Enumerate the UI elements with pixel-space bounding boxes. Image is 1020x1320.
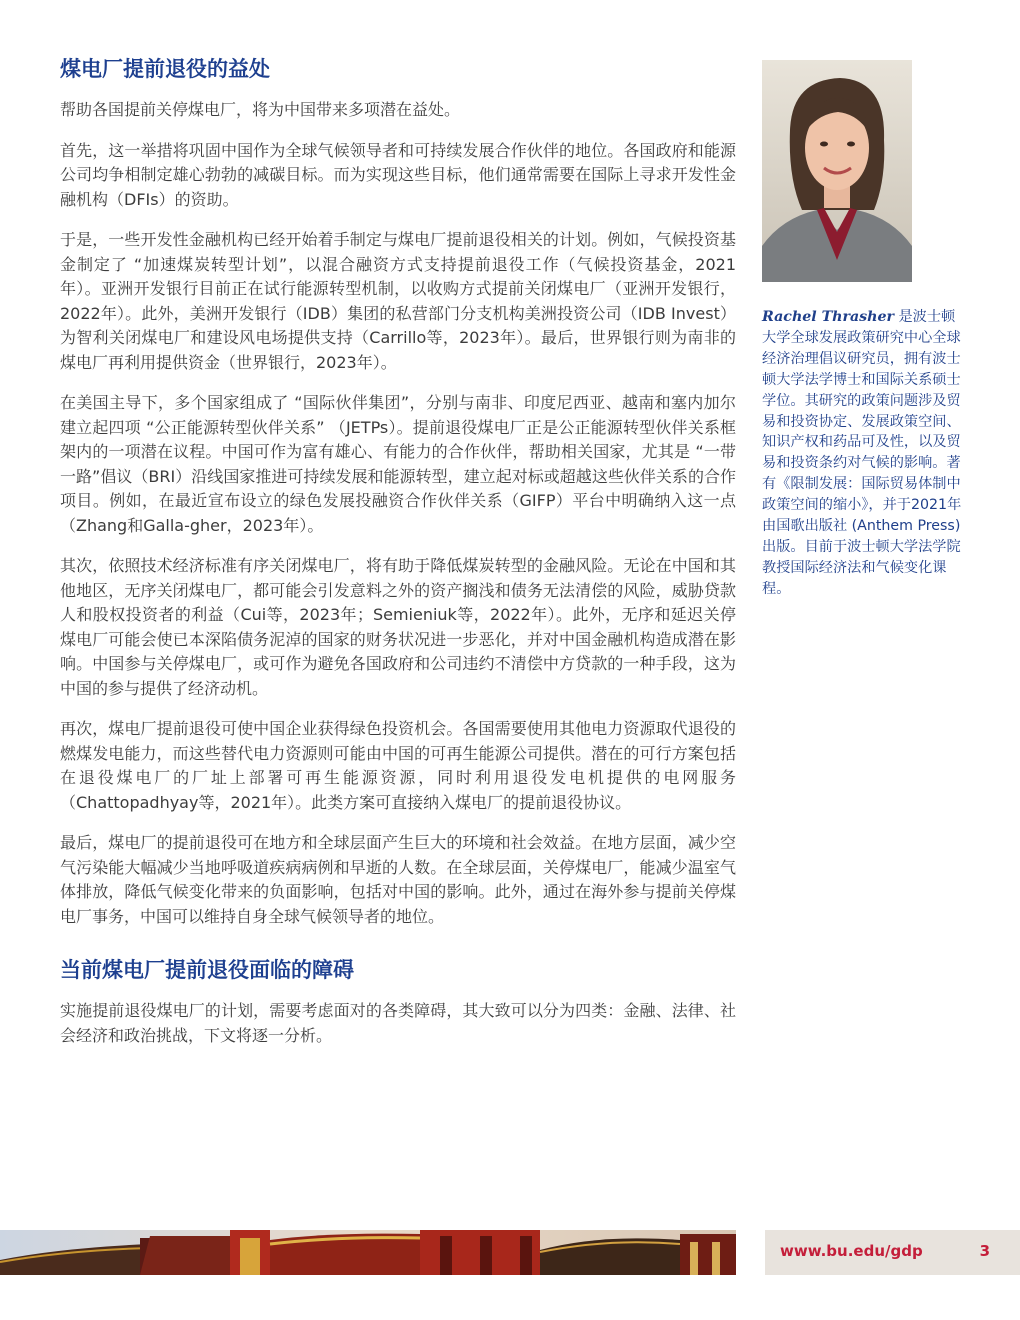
author-portrait-illustration xyxy=(762,60,912,282)
author-sidebar xyxy=(762,60,964,600)
temple-roof-illustration xyxy=(0,1230,736,1275)
paragraph: 首先，这一举措将巩固中国作为全球气候领导者和可持续发展合作伙伴的地位。各国政府和能源公司均争相制定雄心勃勃的减碳目标。而为实现这些目标，他们通常需要在国际上寻求开发性金融机构（DFIs）的资助。 xyxy=(60,140,736,209)
footer-bar xyxy=(765,1230,1020,1275)
author-bio xyxy=(762,307,964,600)
page-number: 3 xyxy=(979,1242,990,1260)
paragraph: 于是，一些开发性金融机构已经开始着手制定与煤电厂提前退役相关的计划。例如，气候投资基金制定了 “加速煤炭转型计划”，以混合融资方式支持提前退役工作（气候投资基金，2021年）。亚洲开发银行目前正在试行能源转型机制，以收购方式提前关闭煤电厂（亚洲开发银行，2022年）。此外，美洲开发银行（IDB）集团的私营部门分支机构美洲投资公司（IDB Invest）为智利关闭煤电厂和建设风电场提供支持（Carrillo等，2023年）。最后，世界银行则为南非的煤电厂再利用提供资金（世界银行，2023年）。 xyxy=(60,230,736,372)
paragraph: 再次，煤电厂提前退役可使中国企业获得绿色投资机会。各国需要使用其他电力资源取代退役的燃煤发电能力，而这些替代电力资源则可能由中国的可再生能源公司提供。潜在的可行方案包括在退役煤电厂的厂址上部署可再生能源资源，同时利用退役发电机提供的电网服务（Chattopadhyay等，2021年）。此类方案可直接纳入煤电厂的提前退役协议。 xyxy=(60,719,736,812)
paragraph: 在美国主导下，多个国家组成了 “国际伙伴集团”，分别与南非、印度尼西亚、越南和塞内加尔建立起四项 “公正能源转型伙伴关系” （JETPs）。提前退役煤电厂正是公正能源转型伙伴关系框架内的一项潜在议程。中国可作为富有雄心、有能力的合作伙伴，帮助相关国家，尤其是 “一带一路”倡议（BRI）沿线国家推进可持续发展和能源转型，建立起对标或超越这些伙伴关系的合作项目。例如，在最近宣布设立的绿色发展投融资合作伙伴关系（GIFP）平台中明确纳入这一点（Zhang和Galla-gher，2023年）。 xyxy=(60,393,736,535)
author-bio-text: 是波士顿大学全球发展政策研究中心全球经济治理倡议研究员，拥有波士顿大学法学博士和国际关系硕士学位。其研究的政策问题涉及贸易和投资协定、发展政策空间、知识产权和药品可及性，以及贸易和投资条约对气候的影响。著有《限制发展：国际贸易体制中政策空间的缩小》，并于2021年由国歌出版社 (Anthem Press) 出版。目前于波士顿大学法学院教授国际经济法和气候变化课程。 xyxy=(762,309,962,597)
section-heading-benefits: 煤电厂提前退役的益处 xyxy=(60,57,270,81)
paragraph: 其次，依照技术经济标准有序关闭煤电厂，将有助于降低煤炭转型的金融风险。无论在中国和其他地区，无序关闭煤电厂，都可能会引发意料之外的资产搁浅和债务无法清偿的风险，威胁贷款人和股权投资者的利益（Cui等，2023年；Semieniuk等，2022年）。此外，无序和延迟关停煤电厂可能会使已本深陷债务泥淖的国家的财务状况进一步恶化，并对中国金融机构造成潜在影响。中国参与关停煤电厂，或可作为避免各国政府和公司违约不清偿中方贷款的一种手段，这为中国的参与提供了经济动机。 xyxy=(60,556,736,698)
main-content xyxy=(60,54,736,1064)
paragraph: 帮助各国提前关停煤电厂，将为中国带来多项潜在益处。 xyxy=(60,100,461,119)
footer-banner-image xyxy=(0,1230,736,1275)
author-name: Rachel Thrasher xyxy=(762,309,894,325)
paragraph: 最后，煤电厂的提前退役可在地方和全球层面产生巨大的环境和社会效益。在地方层面，减少空气污染能大幅减少当地呼吸道疾病病例和早逝的人数。在全球层面，关停煤电厂，能减少温室气体排放，降低气候变化带来的负面影响，包括对中国的影响。此外，通过在海外参与提前关停煤电厂事务，中国可以维持自身全球气候领导者的地位。 xyxy=(60,833,736,926)
paragraph: 实施提前退役煤电厂的计划，需要考虑面对的各类障碍，其大致可以分为四类：金融、法律、社会经济和政治挑战，下文将逐一分析。 xyxy=(60,1001,736,1045)
section-heading-obstacles: 当前煤电厂提前退役面临的障碍 xyxy=(60,958,354,982)
author-photo xyxy=(762,60,912,282)
footer-url-link[interactable]: www.bu.edu/gdp xyxy=(780,1242,923,1260)
